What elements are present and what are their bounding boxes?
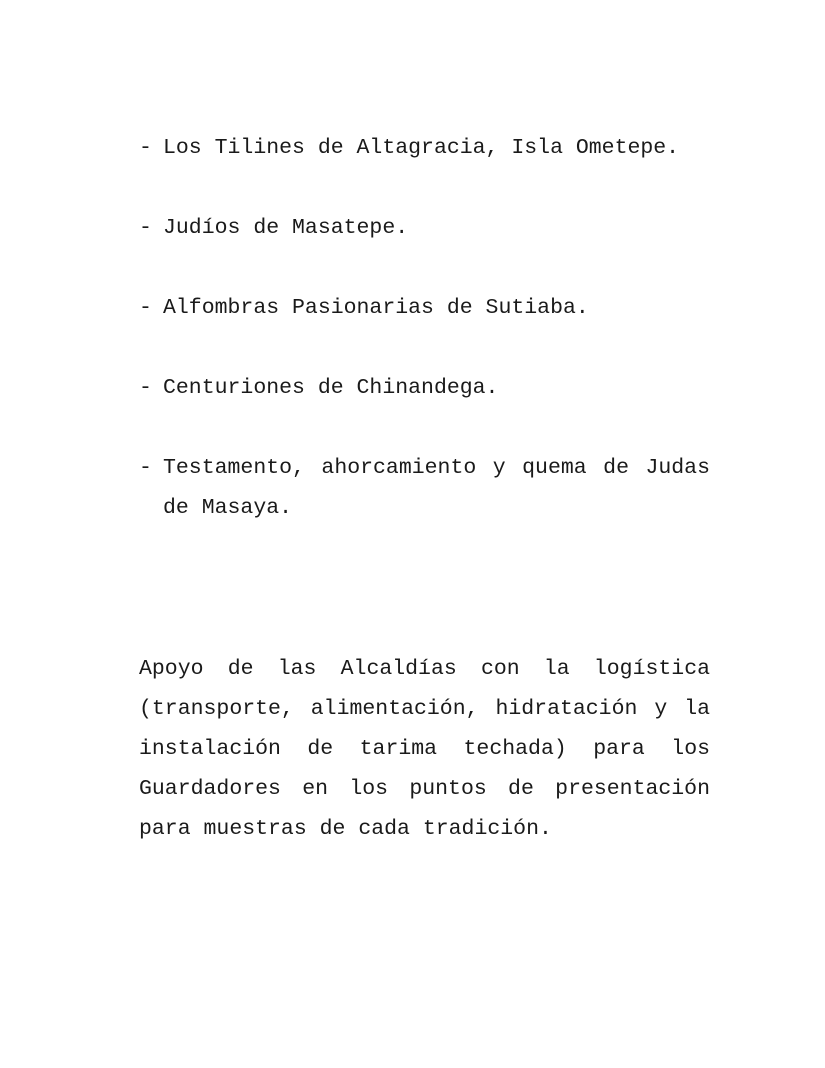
logistics-paragraph: Apoyo de las Alcaldías con la logística (transporte, alimentación, hidratación y la instalación de tarima techada) para los Guardadores en los puntos de presentación para muestras de cada tradición. xyxy=(139,657,710,841)
list-item-text: Alfombras Pasionarias de Sutiaba. xyxy=(163,296,589,320)
list-bullet: - xyxy=(139,296,152,320)
list-bullet: - xyxy=(139,456,152,480)
list-item xyxy=(139,288,710,328)
list-bullet: - xyxy=(139,376,152,400)
traditions-list xyxy=(139,128,710,568)
list-item xyxy=(139,128,710,168)
list-item-text: Los Tilines de Altagracia, Isla Ometepe. xyxy=(163,136,680,160)
list-item xyxy=(139,448,710,528)
list-item-text: Centuriones de Chinandega. xyxy=(163,376,499,400)
list-bullet: - xyxy=(139,216,152,240)
list-item-text: Judíos de Masatepe. xyxy=(163,216,409,240)
list-item-text: Testamento, ahorcamiento y quema de Judas de Masaya. xyxy=(163,456,710,520)
list-item xyxy=(139,368,710,408)
list-bullet: - xyxy=(139,136,152,160)
list-item xyxy=(139,208,710,248)
